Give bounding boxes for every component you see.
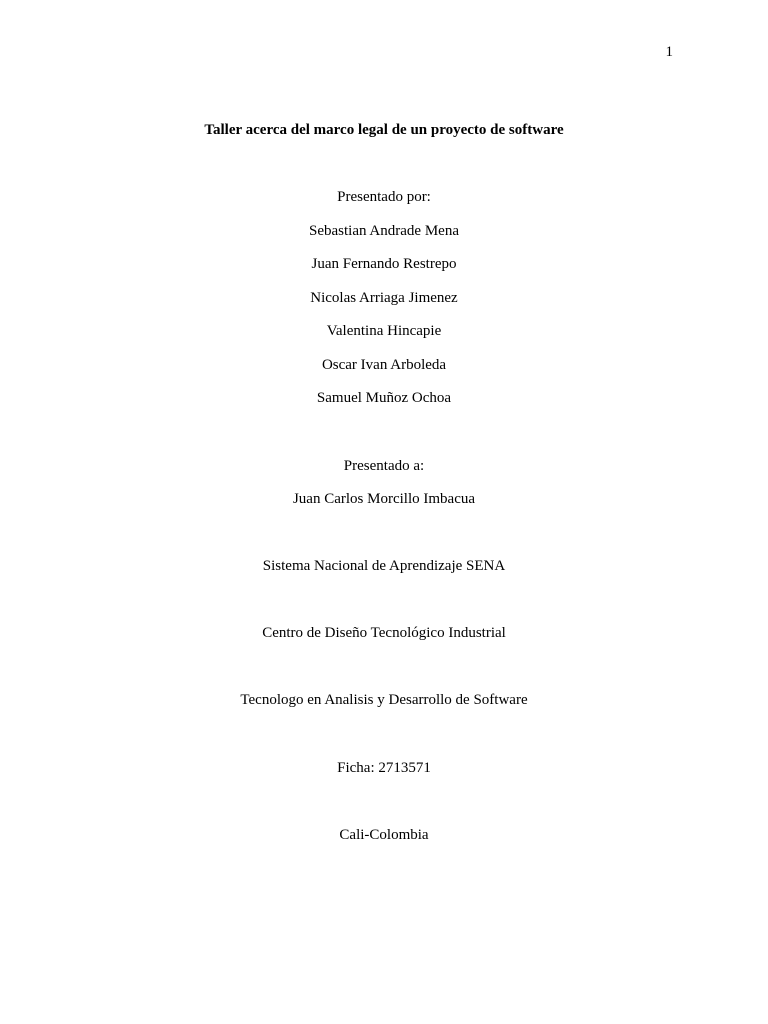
author-name: Valentina Hincapie <box>326 323 442 339</box>
instructor-name: Juan Carlos Morcillo Imbacua <box>292 491 476 507</box>
location: Cali-Colombia <box>339 827 429 843</box>
author-name: Oscar Ivan Arboleda <box>321 357 447 373</box>
center-name: Centro de Diseño Tecnológico Industrial <box>262 625 506 641</box>
presented-to-label: Presentado a: <box>343 458 425 474</box>
presented-by-label: Presentado por: <box>337 189 431 205</box>
author-name: Sebastian Andrade Mena <box>309 223 459 239</box>
author-name: Nicolas Arriaga Jimenez <box>310 290 458 306</box>
author-name: Samuel Muñoz Ochoa <box>316 390 452 406</box>
document-title: Taller acerca del marco legal de un proyecto de software <box>204 122 564 138</box>
author-name: Juan Fernando Restrepo <box>311 256 457 272</box>
ficha-number: Ficha: 2713571 <box>337 760 431 776</box>
institution-name: Sistema Nacional de Aprendizaje SENA <box>262 558 506 574</box>
page-number: 1 <box>665 44 673 60</box>
program-name: Tecnologo en Analisis y Desarrollo de Software <box>240 692 528 708</box>
